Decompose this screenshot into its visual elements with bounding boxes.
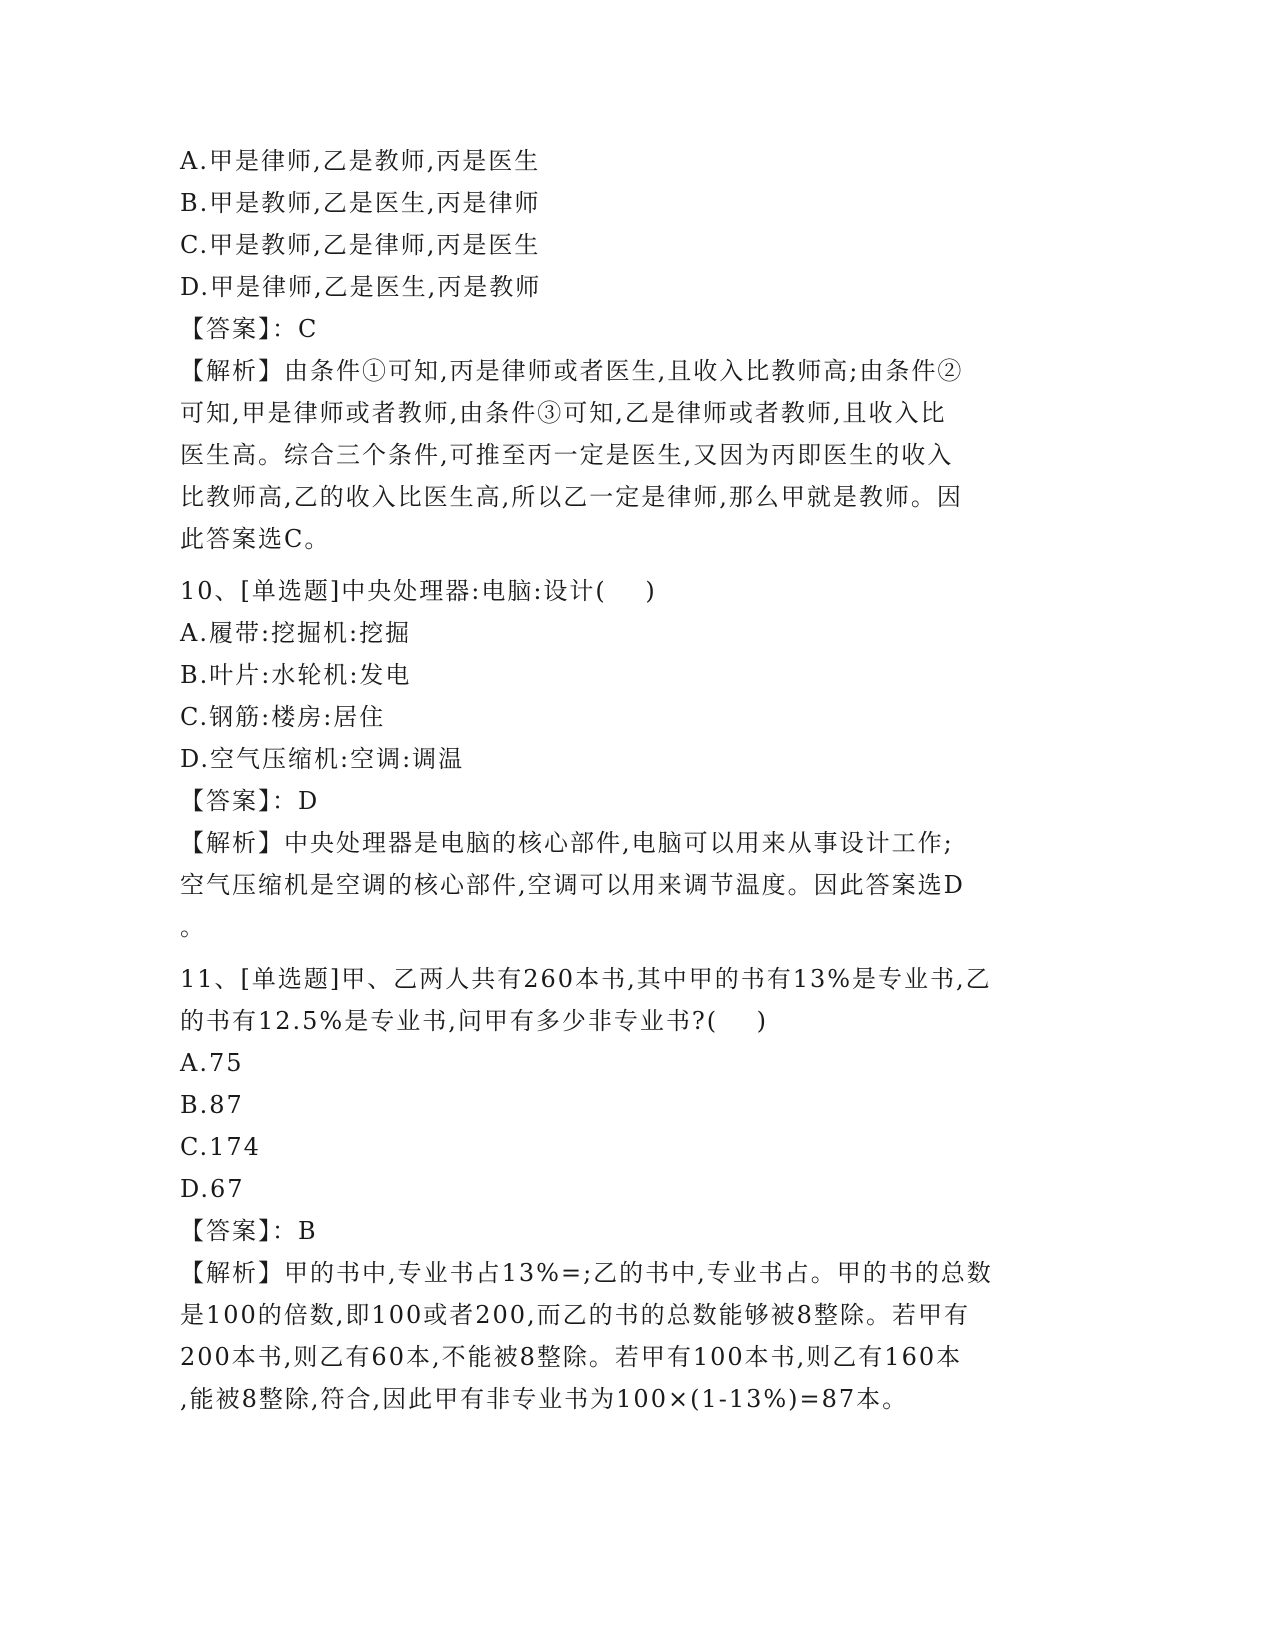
option-b: B.87: [180, 1091, 244, 1119]
analysis-line: 医生高。综合三个条件,可推至丙一定是医生,又因为丙即医生的收入: [180, 441, 954, 469]
option-d: D.67: [180, 1175, 245, 1203]
analysis-line: 是100的倍数,即100或者200,而乙的书的总数能够被8整除。若甲有: [180, 1301, 970, 1329]
option-c: C.174: [180, 1133, 261, 1161]
option-a: A.履带:挖掘机:挖掘: [180, 619, 412, 647]
analysis-line: ,能被8整除,符合,因此甲有非专业书为100×(1-13%)=87本。: [180, 1385, 909, 1413]
option-a: A.甲是律师,乙是教师,丙是医生: [180, 147, 541, 175]
question-10: [180, 570, 1040, 948]
analysis-line: 可知,甲是律师或者教师,由条件③可知,乙是律师或者教师,且收入比: [180, 399, 947, 427]
analysis-line: 空气压缩机是空调的核心部件,空调可以用来调节温度。因此答案选D: [180, 871, 965, 899]
question-10-answer: 【答案】：D: [180, 787, 320, 815]
option-a: A.75: [180, 1049, 244, 1077]
option-d: D.甲是律师,乙是医生,丙是教师: [180, 273, 542, 301]
analysis-line: 【解析】中央处理器是电脑的核心部件,电脑可以用来从事设计工作;: [180, 829, 954, 857]
question-9-answer: 【答案】：C: [180, 315, 319, 343]
analysis-line: 此答案选C。: [180, 525, 331, 553]
question-11: [180, 958, 1040, 1420]
option-b: B.甲是教师,乙是医生,丙是律师: [180, 189, 541, 217]
analysis-line: 200本书,则乙有60本,不能被8整除。若甲有100本书,则乙有160本: [180, 1343, 963, 1371]
document-page: [180, 140, 1040, 1420]
option-c: C.甲是教师,乙是律师,丙是医生: [180, 231, 541, 259]
question-10-stem: 10、[单选题]中央处理器:电脑:设计( ): [180, 577, 657, 605]
option-c: C.钢筋:楼房:居住: [180, 703, 386, 731]
analysis-line: 【解析】由条件①可知,丙是律师或者医生,且收入比教师高;由条件②: [180, 357, 964, 385]
question-9-options: [180, 140, 1040, 308]
option-b: B.叶片:水轮机:发电: [180, 661, 412, 689]
analysis-line: 比教师高,乙的收入比医生高,所以乙一定是律师,那么甲就是教师。因: [180, 483, 963, 511]
question-11-answer: 【答案】：B: [180, 1217, 318, 1245]
question-9-analysis: [180, 350, 1040, 560]
analysis-line: 【解析】甲的书中,专业书占13%=;乙的书中,专业书占。甲的书的总数: [180, 1259, 993, 1287]
question-11-stem: 11、[单选题]甲、乙两人共有260本书,其中甲的书有13%是专业书,乙: [180, 965, 992, 993]
option-d: D.空气压缩机:空调:调温: [180, 745, 465, 773]
question-11-stem: 的书有12.5%是专业书,问甲有多少非专业书?( ): [180, 1007, 768, 1035]
analysis-line: 。: [180, 913, 206, 941]
